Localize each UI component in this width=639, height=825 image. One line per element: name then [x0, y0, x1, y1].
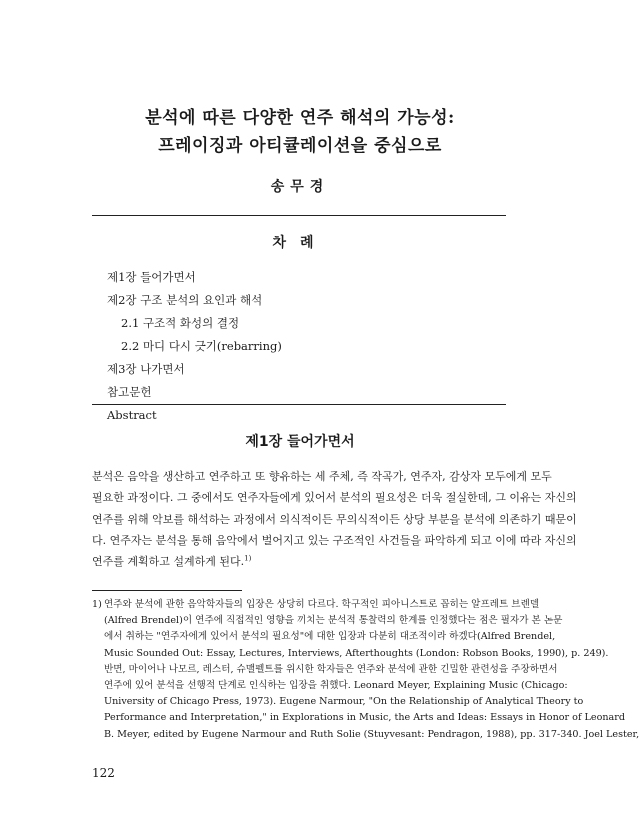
footnote-line: [92, 597, 540, 613]
toc-item: Abstract: [107, 408, 157, 422]
page-number: 122: [92, 766, 115, 780]
footnote: [92, 597, 639, 743]
toc-item: 2.1 구조적 화성의 결정: [121, 316, 240, 330]
body-line: [92, 551, 506, 572]
body-paragraph: [92, 466, 577, 572]
footnote-line: University of Chicago Press, 1973). Eugene Narmour, "On the Relationship of Analytical Theory to: [104, 696, 584, 708]
chapter-heading: 제1장 들어가면서: [245, 434, 355, 450]
footnote-line: 연주에 있어 분석을 선행적 단계로 인식하는 입장을 취했다. Leonard Meyer, Explaining Music (Chicago:: [104, 679, 568, 691]
paper-title-line-1: 분석에 따른 다양한 연주 해석의 가능성:: [145, 108, 455, 128]
body-line-text: 연주를 계획하고 설계하게 된다.: [92, 555, 245, 569]
body-line: 연주를 위해 악보를 해석하는 과정에서 의식적이든 무의식적이든 상당 부분을 분석에 의존하기 때문이: [92, 512, 577, 526]
toc-bottom-rule: [92, 404, 506, 405]
table-of-contents: [107, 266, 282, 427]
toc-item: 참고문헌: [107, 385, 152, 399]
toc-item: 2.2 마디 다시 긋기(rebarring): [121, 339, 282, 353]
body-line: 다. 연주자는 분석을 통해 음악에서 벌어지고 있는 구조적인 사건들을 파악하게 되고 이에 따라 자신의: [92, 533, 577, 547]
toc-heading: 차례: [272, 235, 328, 251]
toc-item: 제2장 구조 분석의 요인과 해석: [107, 293, 263, 307]
footnote-line: (Alfred Brendel)이 연주에 직접적인 영향을 끼치는 분석적 통찰력의 한계를 인정했다는 점은 필자가 본 논문: [104, 615, 563, 627]
footnote-line: 반면, 마이어나 나모르, 레스터, 슈맬펠트를 위시한 학자들은 연주와 분석에 관한 긴밀한 관련성을 주장하면서: [104, 663, 558, 675]
toc-item: 제3장 나가면서: [107, 362, 185, 376]
footnote-rule: [92, 590, 242, 591]
body-line: 분석은 음악을 생산하고 연주하고 또 향유하는 세 주체, 즉 작곡가, 연주자, 감상자 모두에게 모두: [92, 470, 552, 483]
toc-item: 제1장 들어가면서: [107, 270, 196, 284]
toc-top-rule: [92, 215, 506, 216]
footnote-line: 에서 취하는 "연주자에게 있어서 분석의 필요성"에 대한 입장과 다분히 대조적이라 하겠다(Alfred Brendel,: [104, 631, 556, 643]
footnote-number: 1): [92, 599, 102, 610]
paper-title-line-2: 프레이징과 아티큘레이션을 중심으로: [158, 136, 442, 156]
footnote-line-text: 연주와 분석에 관한 음악학자들의 입장은 상당히 다르다. 학구적인 피아니스트로 꼽히는 알프레트 브렌델: [104, 599, 540, 610]
footnote-line: Music Sounded Out: Essay, Lectures, Interviews, Afterthoughts (London: Robson Books, 1990), p. 249).: [104, 647, 609, 659]
footnote-line: B. Meyer, edited by Eugene Narmour and Ruth Solie (Stuyvesant: Pendragon, 1988), pp. 317-340. Joel Lester,: [104, 728, 639, 740]
author-name: 송무경: [270, 179, 330, 195]
body-line: 필요한 과정이다. 그 중에서도 연주자들에게 있어서 분석의 필요성은 더욱 절실한데, 그 이유는 자신의: [92, 491, 577, 505]
footnote-line: Performance and Interpretation," in Explorations in Music, the Arts and Ideas: Essays in Honor of Leonard: [104, 712, 626, 724]
footnote-reference[interactable]: 1): [244, 554, 252, 563]
